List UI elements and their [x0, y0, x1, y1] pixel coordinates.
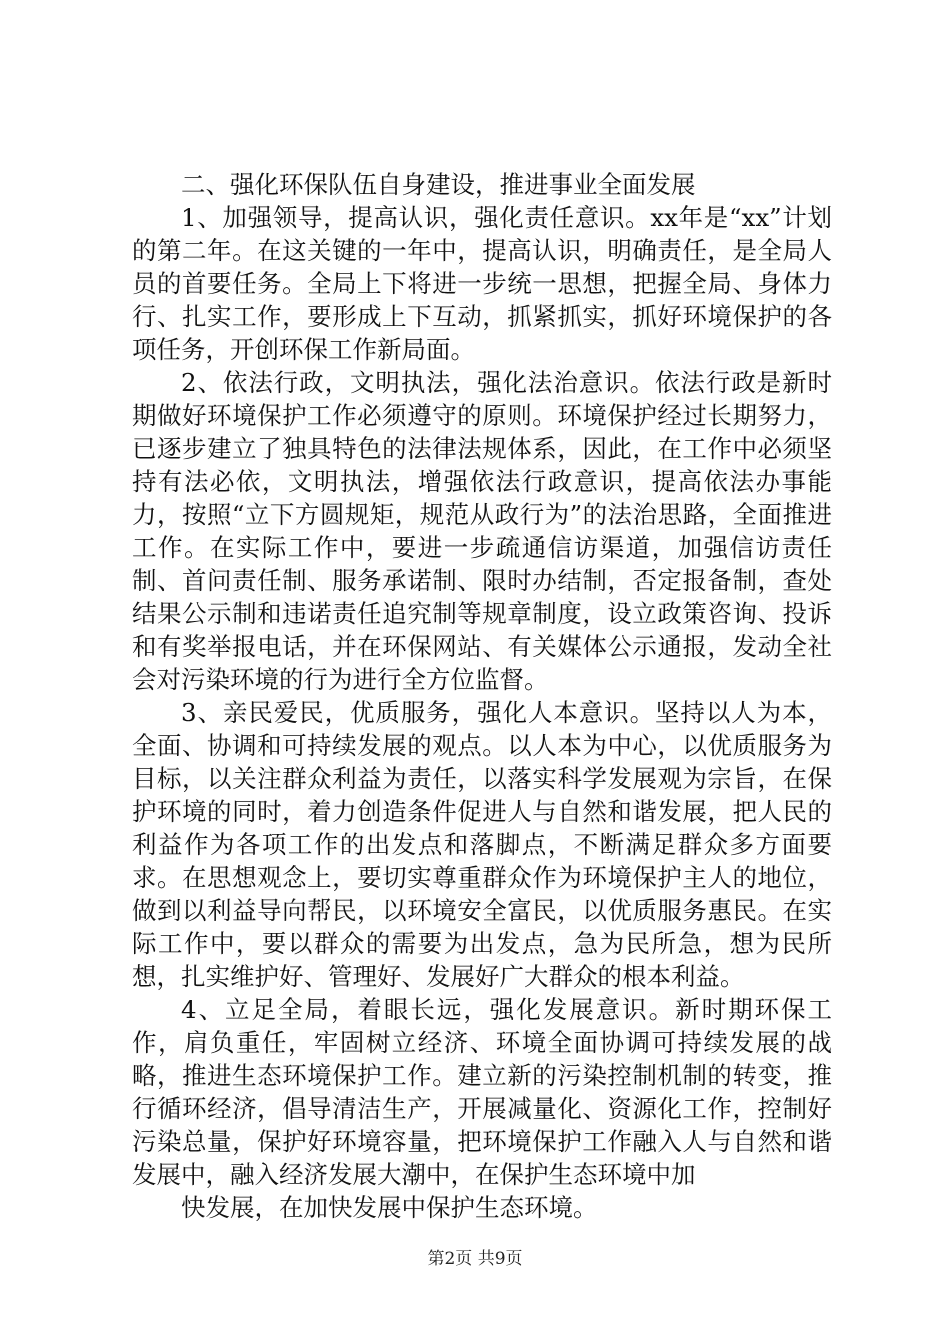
paragraph-3: 3、亲民爱民，优质服务，强化人本意识。坚持以人为本，全面、协调和可持续发展的观点。以人本为中心，以优质服务为目标，以关注群众利益为责任，以落实科学发展观为宗旨，在保护环境的同时，着力创造条件促进人与自然和谐发展，把人民的利益作为各项工作的出发点和落脚点，不断满足群众多方面要求。在思想观念上，要切实尊重群众作为环境保护主人的地位，做到以利益导向帮民，以环境安全富民，以优质服务惠民。在实际工作中，要以群众的需要为出发点，急为民所急，想为民所想，扎实维护好、管理好、发展好广大群众的根本利益。: [132, 698, 832, 991]
paragraph-2: 2、依法行政，文明执法，强化法治意识。依法行政是新时期做好环境保护工作必须遵守的原则。环境保护经过长期努力，已逐步建立了独具特色的法律法规体系，因此，在工作中必须坚持有法必依，文明执法，增强依法行政意识，提高依法办事能力，按照“立下方圆规矩，规范从政行为”的法治思路，全面推进工作。在实际工作中，要进一步疏通信访渠道，加强信访责任制、首问责任制、服务承诺制、限时办结制，否定报备制，查处结果公示制和违诺责任追究制等规章制度，设立政策咨询、投诉和有奖举报电话，并在环保网站、有关媒体公示通报，发动全社会对污染环境的行为进行全方位监督。: [132, 368, 832, 694]
page-number-footer: 第2页 共9页: [427, 1249, 523, 1269]
paragraph-4: 4、立足全局，着眼长远，强化发展意识。新时期环保工作，肩负重任，牢固树立经济、环境全面协调可持续发展的战略，推进生态环境保护工作。建立新的污染控制机制的转变，推行循环经济，倡导清洁生产，开展减量化、资源化工作，控制好污染总量，保护好环境容量，把环境保护工作融入人与自然和谐发展中，融入经济发展大潮中，在保护生态环境中加: [132, 995, 832, 1189]
paragraph-continuation: 快发展，在加快发展中保护生态环境。: [181, 1193, 598, 1222]
document-body: [132, 168, 832, 1224]
section-heading: 二、强化环保队伍自身建设，推进事业全面发展: [181, 170, 696, 199]
paragraph-1: 1、加强领导，提高认识，强化责任意识。xx年是“xx”计划的第二年。在这关键的一年中，提高认识，明确责任，是全局人员的首要任务。全局上下将进一步统一思想，把握全局、身体力行、扎实工作，要形成上下互动，抓紧抓实，抓好环境保护的各项任务，开创环保工作新局面。: [132, 203, 832, 364]
